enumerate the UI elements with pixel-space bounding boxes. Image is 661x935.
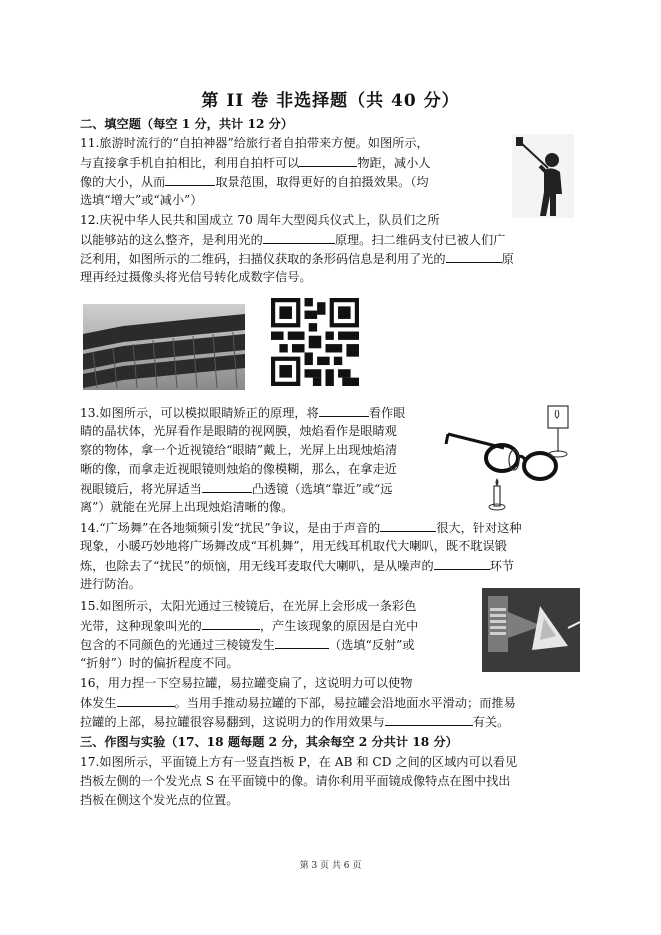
q11-line-2: 与直接拿手机自拍相比，利用自拍杆可以 物距，减小人 bbox=[80, 156, 431, 170]
page-footer: 第 3 页 共 6 页 bbox=[299, 861, 362, 871]
q11-line-3: 像的大小，从而 取景范围，取得更好的自拍摄效果。（均 bbox=[80, 175, 429, 189]
q13-blank-2[interactable] bbox=[202, 480, 252, 493]
q13-line-2: 睛的晶状体，光屏看作是眼睛的视网膜，烛焰看作是眼睛观 bbox=[80, 424, 397, 438]
q16-blank-1[interactable] bbox=[117, 694, 175, 707]
q14-line-4: 进行防治。 bbox=[80, 577, 141, 591]
q16-blank-2[interactable] bbox=[385, 713, 473, 726]
q16-line-3: 拉罐的上部，易拉罐很容易翻到，这说明力的作用效果与 有关。 bbox=[80, 715, 510, 729]
q12-blank-1[interactable] bbox=[263, 231, 335, 244]
q12-line-2: 以能够站的这么整齐，是利用光的 原理。扫二维码支付已被人们广 bbox=[80, 233, 506, 247]
parade-photo bbox=[83, 304, 245, 390]
selfie-stick-figure bbox=[510, 132, 576, 220]
q14-line-2: 现象，小暖巧妙地将广场舞改成“耳机舞”，用无线耳机取代大喇叭，既不耽误锻 bbox=[80, 539, 507, 553]
q17-line-2: 挡板左侧的一个发光点 S 在平面镜中的像。请你利用平面镜成像特点在图中找出 bbox=[80, 774, 511, 788]
q13-line-3: 察的物体，拿一个近视镜给“眼睛”戴上，光屏上出现烛焰清 bbox=[80, 443, 398, 457]
q15-line-4: “折射”）时的偏折程度不同。 bbox=[80, 656, 239, 670]
q14-line-3: 炼，也除去了“扰民”的烦恼，用无线耳麦取代大喇叭，是从噪声的 环节 bbox=[80, 559, 515, 573]
q13-line-4: 晰的像，而拿走近视眼镜则烛焰的像模糊，那么，在拿走近 bbox=[80, 462, 397, 476]
q14-line-1: 14.“广场舞”在各地频频引发“扰民”争议，是由于声音的 很大，针对这种 bbox=[80, 521, 522, 535]
q13-line-6: 离”）就能在光屏上出现烛焰清晰的像。 bbox=[80, 500, 294, 514]
section-heading-fill-in: 二、填空题（每空 1 分，共计 12 分） bbox=[80, 117, 294, 131]
qr-code-image bbox=[271, 298, 359, 386]
q13-blank-1[interactable] bbox=[319, 404, 369, 417]
q14-blank-1[interactable] bbox=[380, 519, 436, 532]
prism-dispersion-photo bbox=[482, 588, 580, 672]
glasses-candle-figure bbox=[444, 400, 579, 512]
q12-line-4: 理再经过摄像头将光信号转化成数字信号。 bbox=[80, 270, 312, 284]
q11-line-1: 11.旅游时流行的“自拍神器”给旅行者自拍带来方便。如图所示， bbox=[80, 136, 429, 150]
q12-line-3: 泛利用，如图所示的二维码，扫描仪获取的条形码信息是利用了光的 原 bbox=[80, 252, 514, 266]
q16-line-2: 体发生 。当用手推动易拉罐的下部，易拉罐会沿地面水平滑动；而推易 bbox=[80, 696, 516, 710]
q12-blank-2[interactable] bbox=[446, 250, 502, 263]
q17-line-3: 挡板在侧这个发光点的位置。 bbox=[80, 793, 239, 807]
q15-line-3: 包含的不同颜色的光通过三棱镜发生 （选填“反射”或 bbox=[80, 638, 415, 652]
q15-blank-2[interactable] bbox=[275, 636, 329, 649]
q15-line-2: 光带，这种现象叫光的 ，产生该现象的原因是白光中 bbox=[80, 619, 419, 633]
page-title: 第 II 卷 非选择题（共 40 分） bbox=[201, 91, 460, 111]
q11-blank-2[interactable] bbox=[165, 173, 215, 186]
q16-line-1: 16，用力捏一下空易拉罐，易拉罐变扁了，这说明力可以使物 bbox=[80, 676, 413, 690]
q13-line-1: 13.如图所示，可以模拟眼睛矫正的原理，将 看作眼 bbox=[80, 406, 406, 420]
q11-line-4: 选填“增大”或“减小”） bbox=[80, 193, 203, 207]
q17-line-1: 17.如图所示，平面镜上方有一竖直挡板 P，在 AB 和 CD 之间的区域内可以看见 bbox=[80, 755, 518, 769]
q14-blank-2[interactable] bbox=[434, 557, 490, 570]
q12-line-1: 12.庆祝中华人民共和国成立 70 周年大型阅兵仪式上，队员们之所 bbox=[80, 213, 440, 227]
section-heading-drawing-experiment: 三、作图与实验（17、18 题每题 2 分，其余每空 2 分共计 18 分） bbox=[80, 735, 458, 749]
q15-line-1: 15.如图所示，太阳光通过三棱镜后，在光屏上会形成一条彩色 bbox=[80, 599, 417, 613]
q13-line-5: 视眼镜后，将光屏适当 凸透镜（选填“靠近”或“远 bbox=[80, 482, 393, 496]
q11-blank-1[interactable] bbox=[299, 154, 357, 167]
q15-blank-1[interactable] bbox=[202, 617, 260, 630]
